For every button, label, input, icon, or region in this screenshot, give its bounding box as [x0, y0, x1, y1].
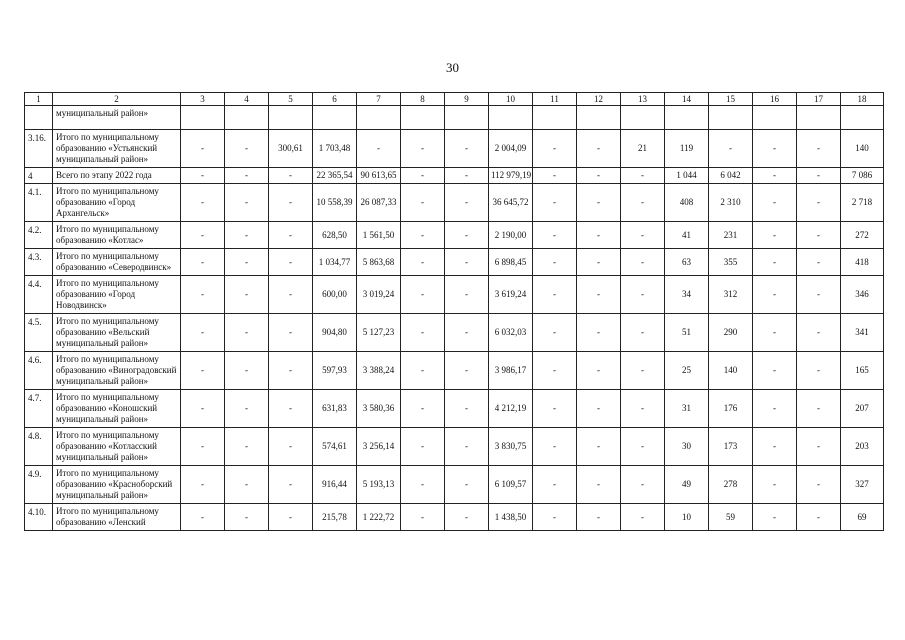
value-cell: - [577, 249, 621, 276]
value-cell: 207 [841, 390, 884, 428]
value-cell: - [797, 390, 841, 428]
value-cell: - [621, 504, 665, 531]
value-cell: - [401, 249, 445, 276]
value-cell: - [445, 504, 489, 531]
value-cell: - [181, 466, 225, 504]
value-cell: - [401, 390, 445, 428]
value-cell [709, 106, 753, 130]
value-cell: - [225, 504, 269, 531]
row-number: 3.16. [25, 130, 53, 168]
value-cell: 916,44 [313, 466, 357, 504]
table-row [25, 314, 884, 352]
value-cell [621, 106, 665, 130]
value-cell: 1 222,72 [357, 504, 401, 531]
value-cell: 34 [665, 276, 709, 314]
header-cell: 5 [269, 93, 313, 106]
value-cell: - [621, 352, 665, 390]
value-cell: 574,61 [313, 428, 357, 466]
value-cell: - [269, 276, 313, 314]
table-row [25, 130, 884, 168]
row-number: 4.7. [25, 390, 53, 428]
value-cell: - [533, 130, 577, 168]
value-cell: - [797, 352, 841, 390]
value-cell: 231 [709, 222, 753, 249]
value-cell: 112 979,19 [489, 168, 533, 184]
value-cell: - [181, 249, 225, 276]
value-cell: 31 [665, 390, 709, 428]
row-number: 4.2. [25, 222, 53, 249]
value-cell: - [181, 184, 225, 222]
value-cell [357, 106, 401, 130]
value-cell: 203 [841, 428, 884, 466]
value-cell: 119 [665, 130, 709, 168]
row-number: 4.6. [25, 352, 53, 390]
value-cell: 3 580,36 [357, 390, 401, 428]
header-cell: 7 [357, 93, 401, 106]
table-row [25, 466, 884, 504]
value-cell: - [225, 466, 269, 504]
value-cell [753, 106, 797, 130]
value-cell: - [225, 428, 269, 466]
value-cell: - [797, 222, 841, 249]
value-cell: - [181, 352, 225, 390]
value-cell: - [533, 352, 577, 390]
value-cell: - [401, 130, 445, 168]
value-cell: 90 613,65 [357, 168, 401, 184]
value-cell: 355 [709, 249, 753, 276]
header-cell: 8 [401, 93, 445, 106]
value-cell: 49 [665, 466, 709, 504]
value-cell: - [753, 504, 797, 531]
value-cell: 597,93 [313, 352, 357, 390]
value-cell: - [269, 466, 313, 504]
table-row [25, 352, 884, 390]
value-cell: - [753, 168, 797, 184]
value-cell: - [269, 222, 313, 249]
value-cell: - [357, 130, 401, 168]
value-cell [313, 106, 357, 130]
value-cell: 3 388,24 [357, 352, 401, 390]
value-cell: 140 [709, 352, 753, 390]
value-cell: - [621, 314, 665, 352]
value-cell: - [401, 168, 445, 184]
value-cell: - [225, 222, 269, 249]
value-cell: - [269, 352, 313, 390]
value-cell: - [181, 276, 225, 314]
header-cell: 15 [709, 93, 753, 106]
value-cell: - [269, 184, 313, 222]
value-cell: 346 [841, 276, 884, 314]
row-name: Итого по муниципальному образованию «Котлас» [53, 222, 181, 249]
value-cell: - [269, 314, 313, 352]
value-cell [841, 106, 884, 130]
value-cell: - [401, 466, 445, 504]
row-number: 4.9. [25, 466, 53, 504]
value-cell [533, 106, 577, 130]
value-cell [225, 106, 269, 130]
value-cell: - [753, 249, 797, 276]
value-cell: 2 718 [841, 184, 884, 222]
value-cell: 140 [841, 130, 884, 168]
value-cell: - [797, 184, 841, 222]
value-cell: 1 438,50 [489, 504, 533, 531]
table-row [25, 276, 884, 314]
value-cell: 22 365,54 [313, 168, 357, 184]
value-cell: - [225, 249, 269, 276]
value-cell: - [533, 428, 577, 466]
value-cell: - [445, 184, 489, 222]
value-cell: 51 [665, 314, 709, 352]
value-cell: - [753, 466, 797, 504]
header-cell: 3 [181, 93, 225, 106]
value-cell: 215,78 [313, 504, 357, 531]
value-cell: - [445, 168, 489, 184]
table-row [25, 428, 884, 466]
value-cell: 7 086 [841, 168, 884, 184]
value-cell: - [445, 276, 489, 314]
value-cell: - [269, 390, 313, 428]
header-cell: 14 [665, 93, 709, 106]
value-cell: - [709, 130, 753, 168]
value-cell: 5 863,68 [357, 249, 401, 276]
value-cell: - [181, 314, 225, 352]
value-cell: - [577, 504, 621, 531]
row-number: 4 [25, 168, 53, 184]
row-number: 4.3. [25, 249, 53, 276]
value-cell: 278 [709, 466, 753, 504]
value-cell: 3 986,17 [489, 352, 533, 390]
value-cell: - [621, 390, 665, 428]
header-row [25, 93, 884, 106]
header-cell: 4 [225, 93, 269, 106]
row-name: Всего по этапу 2022 года [53, 168, 181, 184]
value-cell: 327 [841, 466, 884, 504]
value-cell [665, 106, 709, 130]
value-cell: 41 [665, 222, 709, 249]
value-cell: - [753, 276, 797, 314]
value-cell: 312 [709, 276, 753, 314]
value-cell [577, 106, 621, 130]
page-number: 30 [446, 60, 459, 75]
value-cell: - [445, 428, 489, 466]
value-cell: 1 034,77 [313, 249, 357, 276]
value-cell: - [269, 168, 313, 184]
value-cell: 5 193,13 [357, 466, 401, 504]
value-cell: - [797, 276, 841, 314]
value-cell: - [753, 184, 797, 222]
value-cell: - [577, 184, 621, 222]
value-cell: 3 256,14 [357, 428, 401, 466]
header-cell: 1 [25, 93, 53, 106]
value-cell: - [797, 249, 841, 276]
value-cell: - [401, 428, 445, 466]
value-cell: 6 898,45 [489, 249, 533, 276]
value-cell: - [445, 222, 489, 249]
value-cell: - [577, 314, 621, 352]
value-cell: - [753, 390, 797, 428]
value-cell: 165 [841, 352, 884, 390]
value-cell: - [753, 352, 797, 390]
value-cell: 30 [665, 428, 709, 466]
value-cell: - [269, 249, 313, 276]
header-cell: 6 [313, 93, 357, 106]
value-cell: - [181, 130, 225, 168]
row-name: Итого по муниципальному образованию «Северодвинск» [53, 249, 181, 276]
table-row [25, 222, 884, 249]
row-name: Итого по муниципальному образованию «Красноборский муниципальный район» [53, 466, 181, 504]
header-cell: 9 [445, 93, 489, 106]
value-cell: 5 127,23 [357, 314, 401, 352]
value-cell: - [401, 314, 445, 352]
value-cell: 10 558,39 [313, 184, 357, 222]
value-cell: 418 [841, 249, 884, 276]
header-cell: 2 [53, 93, 181, 106]
row-name: Итого по муниципальному образованию «Ленский [53, 504, 181, 531]
value-cell: - [445, 466, 489, 504]
value-cell: 63 [665, 249, 709, 276]
header-cell: 18 [841, 93, 884, 106]
value-cell: - [225, 276, 269, 314]
value-cell: - [445, 130, 489, 168]
header-cell: 11 [533, 93, 577, 106]
value-cell: 36 645,72 [489, 184, 533, 222]
value-cell: 628,50 [313, 222, 357, 249]
value-cell: - [181, 504, 225, 531]
value-cell: - [577, 466, 621, 504]
value-cell [489, 106, 533, 130]
value-cell: - [577, 168, 621, 184]
value-cell: - [533, 249, 577, 276]
value-cell: - [225, 390, 269, 428]
value-cell: - [797, 168, 841, 184]
row-name: Итого по муниципальному образованию «Город Архангельск» [53, 184, 181, 222]
header-cell: 16 [753, 93, 797, 106]
value-cell: - [753, 428, 797, 466]
value-cell: 300,61 [269, 130, 313, 168]
row-name: Итого по муниципальному образованию «Коношский муниципальный район» [53, 390, 181, 428]
row-number: 4.1. [25, 184, 53, 222]
value-cell: - [577, 222, 621, 249]
value-cell [401, 106, 445, 130]
table-row [25, 168, 884, 184]
value-cell: 59 [709, 504, 753, 531]
value-cell: 631,83 [313, 390, 357, 428]
value-cell: - [797, 130, 841, 168]
value-cell: - [401, 222, 445, 249]
value-cell: - [797, 428, 841, 466]
continuation-row [25, 106, 884, 130]
value-cell: 6 032,03 [489, 314, 533, 352]
value-cell: 600,00 [313, 276, 357, 314]
data-table [24, 92, 884, 531]
value-cell: - [577, 276, 621, 314]
value-cell: 904,80 [313, 314, 357, 352]
value-cell: - [577, 390, 621, 428]
row-name: Итого по муниципальному образованию «Вельский муниципальный район» [53, 314, 181, 352]
value-cell: - [577, 130, 621, 168]
value-cell: - [225, 352, 269, 390]
value-cell: 408 [665, 184, 709, 222]
value-cell: - [797, 504, 841, 531]
row-name: Итого по муниципальному образованию «Город Новодвинск» [53, 276, 181, 314]
value-cell: 10 [665, 504, 709, 531]
value-cell: - [225, 130, 269, 168]
value-cell: - [445, 249, 489, 276]
value-cell: 272 [841, 222, 884, 249]
value-cell: - [753, 222, 797, 249]
value-cell: - [401, 352, 445, 390]
value-cell: - [401, 504, 445, 531]
value-cell: - [445, 352, 489, 390]
value-cell: - [181, 428, 225, 466]
value-cell: - [533, 276, 577, 314]
value-cell: 3 019,24 [357, 276, 401, 314]
row-number: 4.8. [25, 428, 53, 466]
value-cell: 1 044 [665, 168, 709, 184]
value-cell: - [621, 168, 665, 184]
row-number: 4.4. [25, 276, 53, 314]
row-number [25, 106, 53, 130]
value-cell: - [621, 184, 665, 222]
value-cell: - [445, 314, 489, 352]
value-cell [797, 106, 841, 130]
value-cell: - [577, 428, 621, 466]
value-cell: 25 [665, 352, 709, 390]
value-cell: - [401, 184, 445, 222]
row-name: Итого по муниципальному образованию «Виноградовский муниципальный район» [53, 352, 181, 390]
row-name: Итого по муниципальному образованию «Устьянский муниципальный район» [53, 130, 181, 168]
table-body [25, 93, 884, 531]
value-cell [445, 106, 489, 130]
value-cell: - [181, 390, 225, 428]
row-number: 4.5. [25, 314, 53, 352]
value-cell: - [533, 466, 577, 504]
value-cell: 4 212,19 [489, 390, 533, 428]
value-cell: 2 310 [709, 184, 753, 222]
value-cell: - [577, 352, 621, 390]
value-cell: 173 [709, 428, 753, 466]
value-cell: - [533, 504, 577, 531]
value-cell: - [181, 222, 225, 249]
value-cell: - [621, 249, 665, 276]
value-cell: - [621, 276, 665, 314]
table-row [25, 184, 884, 222]
value-cell: 69 [841, 504, 884, 531]
value-cell [181, 106, 225, 130]
row-number: 4.10. [25, 504, 53, 531]
value-cell: - [797, 466, 841, 504]
value-cell: 3 619,24 [489, 276, 533, 314]
value-cell: - [533, 390, 577, 428]
row-name: муниципальный район» [53, 106, 181, 130]
header-cell: 10 [489, 93, 533, 106]
value-cell: - [225, 168, 269, 184]
value-cell: 1 561,50 [357, 222, 401, 249]
value-cell: - [753, 314, 797, 352]
value-cell: - [621, 428, 665, 466]
header-cell: 17 [797, 93, 841, 106]
value-cell: - [533, 314, 577, 352]
table-row [25, 390, 884, 428]
value-cell: 2 190,00 [489, 222, 533, 249]
value-cell: - [797, 314, 841, 352]
value-cell: 2 004,09 [489, 130, 533, 168]
value-cell: - [269, 504, 313, 531]
value-cell [269, 106, 313, 130]
value-cell: - [533, 168, 577, 184]
value-cell: 6 109,57 [489, 466, 533, 504]
row-name: Итого по муниципальному образованию «Котласский муниципальный район» [53, 428, 181, 466]
value-cell: 290 [709, 314, 753, 352]
value-cell: - [225, 314, 269, 352]
value-cell: - [269, 428, 313, 466]
value-cell: - [401, 276, 445, 314]
value-cell: 21 [621, 130, 665, 168]
value-cell: 6 042 [709, 168, 753, 184]
header-cell: 13 [621, 93, 665, 106]
value-cell: - [533, 184, 577, 222]
value-cell: 341 [841, 314, 884, 352]
value-cell: 3 830,75 [489, 428, 533, 466]
value-cell: - [621, 222, 665, 249]
value-cell: - [533, 222, 577, 249]
value-cell: - [621, 466, 665, 504]
value-cell: - [181, 168, 225, 184]
value-cell: 176 [709, 390, 753, 428]
value-cell: - [753, 130, 797, 168]
table-row [25, 504, 884, 531]
value-cell: 1 703,48 [313, 130, 357, 168]
header-cell: 12 [577, 93, 621, 106]
table-row [25, 249, 884, 276]
value-cell: - [445, 390, 489, 428]
value-cell: - [225, 184, 269, 222]
value-cell: 26 087,33 [357, 184, 401, 222]
